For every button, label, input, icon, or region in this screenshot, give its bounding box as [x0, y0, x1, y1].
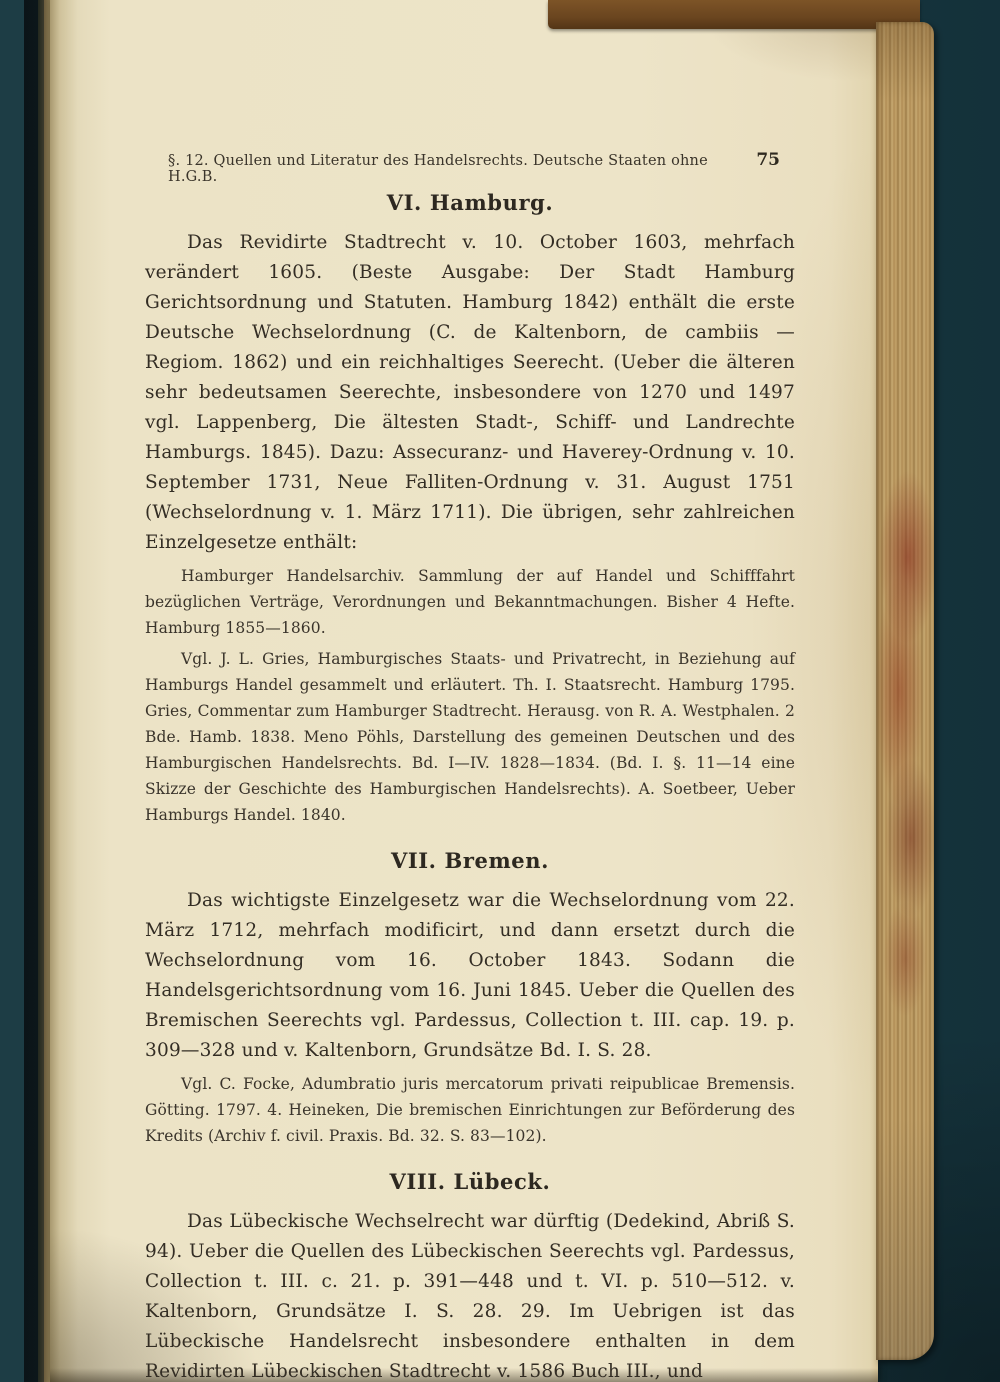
paragraph-hamburg-note-literature: Vgl. J. L. Gries, Hamburgisches Staats- und Privatrecht, in Beziehung auf Hamburgs Handel gesammelt und erläutert. Th. I. Staatsrecht. Hamburg 1795. Gries, Commentar zum Hamburger Stadtrecht. Herausg. von R. A. Westphalen. 2 Bde. Hamb. 1838. Meno Pöhls, Darstellung des gemeinen Deutschen und des Hamburgischen Handelsrechts. Bd. I—IV. 1828—1834. (Bd. I. §. 11—14 eine Skizze der Geschichte des Hamburgischen Handelsrechts). A. Soetbeer, Ueber Hamburgs Handel. 1840. [145, 650, 795, 824]
section-heading-luebeck: VIII. Lübeck. [389, 1169, 551, 1194]
page-content [145, 184, 795, 1382]
paragraph-bremen-note-literature: Vgl. C. Focke, Adumbratio juris mercatorum privati reipublicae Bremensis. Götting. 1797. 4. Heineken, Die bremischen Einrichtungen zur Beförderung des Kredits (Archiv f. civil. Praxis. Bd. 32. S. 83—102). [145, 1075, 795, 1145]
paragraph-bremen-body: Das wichtigste Einzelgesetz war die Wechselordnung vom 22. März 1712, mehrfach modificirt, und dann ersetzt durch die Wechselordnung vom 16. October 1843. Sodann die Handelsgerichtsordnung vom 16. Juni 1845. Ueber die Quellen des Bremischen Seerechts vgl. Pardessus, Collection t. III. cap. 19. p. 309—328 und v. Kaltenborn, Grundsätze Bd. I. S. 28. [145, 890, 795, 1061]
book-cover-edge [548, 0, 920, 29]
paragraph-hamburg-body: Das Revidirte Stadtrecht v. 10. October 1603, mehrfach verändert 1605. (Beste Ausgabe: Der Stadt Hamburg Gerichtsordnung und Statuten. Hamburg 1842) enthält die erste Deutsche Wechselordnung (C. de Kaltenborn, de cambiis — Regiom. 1862) und ein reichhaltiges Seerecht. (Ueber die älteren sehr bedeutsamen Seerechte, insbesondere von 1270 und 1497 vgl. Lappenberg, Die ältesten Stadt-, Schiff- und Landrechte Hamburgs. 1845). Dazu: Assecuranz- und Haverey-Ordnung v. 10. September 1731, Neue Falliten-Ordnung v. 31. August 1751 (Wechselordnung v. 1. März 1711). Die übrigen, sehr zahlreichen Einzelgesetze enthält: [145, 232, 795, 553]
running-header [168, 150, 780, 185]
paragraph-luebeck-body: Das Lübeckische Wechselrecht war dürftig (Dedekind, Abriß S. 94). Ueber die Quellen des Lübeckischen Seerechts vgl. Pardessus, Collection t. III. c. 21. p. 391—448 und t. VI. p. 510—512. v. Kaltenborn, Grundsätze I. S. 28. 29. Im Uebrigen ist das Lübeckische Handelsrecht insbesondere enthalten in dem Revidirten Lübeckischen Stadtrecht v. 1586 Buch III., und [145, 1211, 795, 1382]
fore-edge-page-stack [876, 22, 934, 1360]
paragraph-hamburg-note-archive: Hamburger Handelsarchiv. Sammlung der auf Handel und Schifffahrt bezüglichen Verträge, Verordnungen und Bekanntmachungen. Bisher 4 Hefte. Hamburg 1855—1860. [145, 567, 795, 637]
running-header-text: §. 12. Quellen und Literatur des Handelsrechts. Deutsche Staaten ohne H.G.B. [168, 153, 708, 185]
section-heading-hamburg: VI. Hamburg. [386, 190, 554, 215]
book-page [50, 0, 878, 1382]
page-number: 75 [756, 150, 780, 170]
section-heading-bremen: VII. Bremen. [390, 848, 550, 873]
book-spine-shadow [0, 0, 50, 1382]
